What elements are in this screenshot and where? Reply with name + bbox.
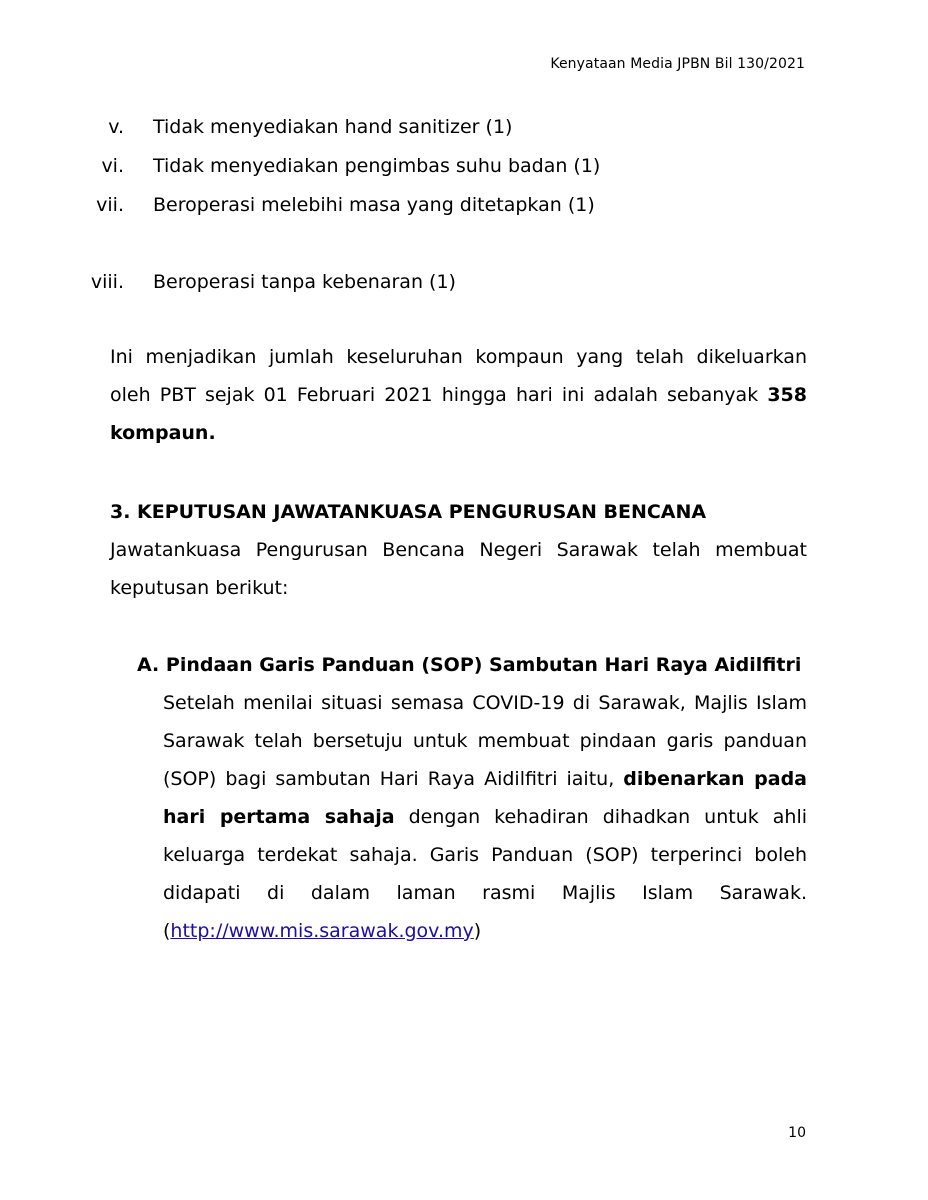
list-item-text: Beroperasi tanpa kebenaran (1) bbox=[153, 271, 456, 293]
section-3-intro: Jawatankuasa Pengurusan Bencana Negeri Sarawak telah membuat keputusan berikut: bbox=[110, 539, 807, 599]
subsection-a-text: Setelah menilai situasi semasa COVID-19 di Sarawak, Majlis Islam Sarawak telah bersetuju untuk membuat pindaan garis panduan (SOP) bagi sambutan Hari Raya Aidilfitri iaitu, bbox=[163, 692, 807, 790]
subsection-a-paragraph bbox=[163, 684, 807, 950]
subsection-a-heading: A. Pindaan Garis Panduan (SOP) Sambutan Hari Raya Aidilfitri bbox=[137, 654, 802, 676]
compound-summary-paragraph bbox=[110, 338, 807, 452]
summary-text: Ini menjadikan jumlah keseluruhan kompaun yang telah dikeluarkan oleh PBT sejak 01 Februari 2021 hingga hari ini adalah sebanyak bbox=[110, 346, 807, 406]
mis-website-link[interactable]: http://www.mis.sarawak.gov.my bbox=[170, 920, 474, 942]
compound-total: 358 kompaun. bbox=[110, 384, 807, 444]
list-item-text: Tidak menyediakan hand sanitizer (1) bbox=[153, 116, 513, 138]
subsection-a-emphasis: dibenarkan pada hari pertama sahaja bbox=[163, 768, 808, 828]
page-number: 10 bbox=[788, 1125, 806, 1141]
closing-parenthesis: ) bbox=[473, 920, 482, 942]
section-3-heading: 3. KEPUTUSAN JAWATANKUASA PENGURUSAN BENCANA bbox=[110, 501, 707, 523]
list-numeral: v. bbox=[108, 116, 124, 138]
list-numeral: vi. bbox=[101, 155, 124, 177]
document-reference: Kenyataan Media JPBN Bil 130/2021 bbox=[550, 56, 805, 72]
list-numeral: vii. bbox=[96, 194, 124, 216]
subsection-a-text-continued: dengan kehadiran dihadkan untuk ahli keluarga terdekat sahaja. Garis Panduan (SOP) terperinci boleh didapati di dalam laman rasmi Majlis Islam Sarawak. ( bbox=[163, 806, 807, 942]
list-item-text: Tidak menyediakan pengimbas suhu badan (1) bbox=[153, 155, 601, 177]
list-item-text: Beroperasi melebihi masa yang ditetapkan (1) bbox=[153, 194, 595, 216]
list-numeral: viii. bbox=[90, 271, 124, 293]
